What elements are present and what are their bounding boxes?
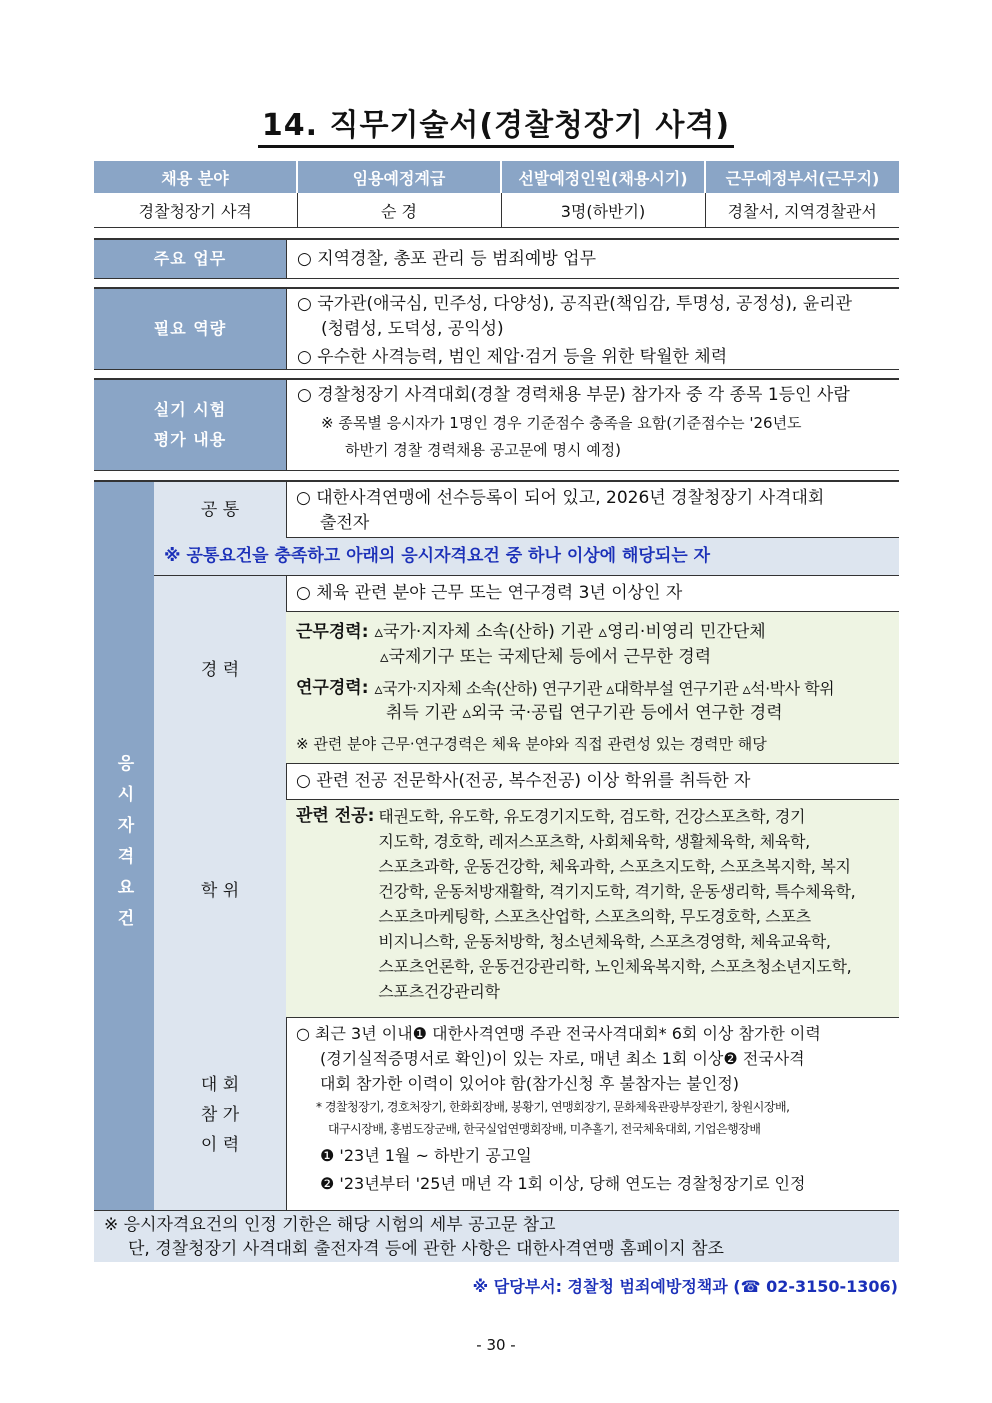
contest-line3: 대회 참가한 이력이 있어야 함(참가신청 후 불참자는 불인정) [320, 1074, 740, 1093]
practical-line1: ○ 경찰청장기 사격대회(경찰 경력채용 부문) 참가자 중 각 종목 1등인 사람 [297, 385, 850, 405]
value-rank: 순 경 [297, 193, 501, 228]
major-line: 스포츠언론학, 운동건강관리학, 노인체육복지학, 스포츠청소년지도학, [378, 957, 852, 976]
major-head: 관련 전공: [296, 806, 375, 826]
career-note: ※ 관련 분야 근무·연구경력은 체육 분야와 직접 관련성 있는 경력만 해당 [296, 735, 767, 753]
contact-info: ※ 담당부서: 경찰청 범죄예방정책과 (☎ 02-3150-1306) [472, 1277, 898, 1296]
research-head: 연구경력: [296, 678, 369, 698]
footnote-line1: ※ 응시자격요건의 인정 기한은 해당 시험의 세부 공고문 참고 [104, 1215, 556, 1235]
contest-label-1: 대 회 [200, 1075, 240, 1095]
page-number: - 30 - [476, 1336, 516, 1354]
summary-table [94, 161, 899, 228]
practical-note1: ※ 종목별 응시자가 1명인 경우 기준점수 충족을 요함(기준점수는 '26년도 [321, 414, 802, 432]
competency-line1b: (청렴성, 도덕성, 공익성) [321, 319, 504, 339]
competency-line1: ○ 국가관(애국심, 민주성, 다양성), 공직관(책임감, 투명성, 공정성), 윤리관 [297, 294, 853, 314]
major-line: 태권도학, 유도학, 유도경기지도학, 검도학, 건강스포츠학, 경기 [378, 807, 806, 826]
major-line: 지도학, 경호학, 레저스포츠학, 사회체육학, 생활체육학, 체육학, [378, 832, 810, 851]
value-field: 경찰청장기 사격 [94, 193, 297, 228]
common-label: 공 통 [154, 482, 287, 539]
contest-note1: * 경찰청장기, 경호처장기, 한화회장배, 봉황기, 연맹회장기, 문화체육관광부장관기, 창원시장배, [316, 1100, 790, 1114]
major-line: 스포츠과학, 운동건강학, 체육과학, 스포츠지도학, 스포츠복지학, 복지 [378, 857, 851, 876]
competency-label: 필요 역량 [94, 289, 286, 369]
work-line1: ▵국가·지자체 소속(산하) 기관 ▵영리·비영리 민간단체 [374, 622, 766, 642]
duty-text: ○ 지역경찰, 총포 관리 등 범죄예방 업무 [286, 240, 899, 278]
career-label: 경 력 [154, 576, 287, 765]
duty-section [94, 238, 899, 279]
requirement-banner: ※ 공통요건을 충족하고 아래의 응시자격요건 중 하나 이상에 해당되는 자 [154, 538, 899, 576]
degree-label: 학 위 [154, 764, 287, 1019]
practical-note2: 하반기 경찰 경력채용 공고문에 명시 예정) [345, 441, 622, 459]
contest-label-2: 참 가 [200, 1105, 240, 1125]
competency-line2: ○ 우수한 사격능력, 범인 제압·검거 등을 위한 탁월한 체력 [297, 347, 728, 367]
major-line: 비지니스학, 운동처방학, 청소년체육학, 스포츠경영학, 체육교육학, [378, 932, 831, 951]
header-dept: 근무예정부서(근무지) [705, 161, 899, 193]
major-line: 스포츠건강관리학 [378, 982, 500, 1001]
contest-point2: ❷ '23년부터 '25년 매년 각 1회 이상, 당해 연도는 경찰청장기로 인정 [320, 1174, 806, 1193]
common-line1: ○ 대한사격연맹에 선수등록이 되어 있고, 2026년 경찰청장기 사격대회 [296, 488, 825, 508]
footnote [94, 1210, 899, 1262]
contest-label [154, 1018, 287, 1212]
practical-label-1: 실기 시험 [153, 400, 227, 419]
footnote-line2: 단, 경찰청장기 사격대회 출전자격 등에 관한 사항은 대한사격연맹 홈페이지 참조 [128, 1239, 724, 1259]
qualification-section [94, 480, 899, 1210]
major-line: 스포츠마케팅학, 스포츠산업학, 스포츠의학, 무도경호학, 스포츠 [378, 907, 811, 926]
contest-line1: ○ 최근 3년 이내❶ 대한사격연맹 주관 전국사격대회* 6회 이상 참가한 이력 [296, 1024, 821, 1043]
common-line2: 출전자 [320, 513, 370, 533]
practical-section [94, 378, 899, 471]
header-count: 선발예정인원(채용시기) [501, 161, 705, 193]
research-line2: 취득 기관 ▵외국 국·공립 연구기관 등에서 연구한 경력 [386, 703, 783, 723]
practical-label-2: 평가 내용 [153, 430, 227, 449]
career-main: ○ 체육 관련 분야 근무 또는 연구경력 3년 이상인 자 [286, 576, 899, 612]
research-line1: ▵국가·지자체 소속(산하) 연구기관 ▵대학부설 연구기관 ▵석·박사 학위 [374, 679, 835, 698]
contest-point1: ❶ '23년 1월 ~ 하반기 공고일 [320, 1146, 532, 1165]
work-head: 근무경력: [296, 622, 369, 642]
major-line: 건강학, 운동처방재활학, 격기지도학, 격기학, 운동생리학, 특수체육학, [378, 882, 856, 901]
value-dept: 경찰서, 지역경찰관서 [705, 193, 899, 228]
duty-label: 주요 업무 [94, 240, 286, 278]
header-field: 채용 분야 [94, 161, 297, 193]
work-line2: ▵국제기구 또는 국제단체 등에서 근무한 경력 [380, 647, 712, 667]
page-title: 14. 직무기술서(경찰청장기 사격) [0, 100, 992, 144]
contest-line2: (경기실적증명서로 확인)이 있는 자로, 매년 최소 1회 이상❷ 전국사격 [320, 1049, 805, 1068]
major-list [374, 804, 855, 1017]
competency-section [94, 287, 899, 370]
qualification-label: 응시자격요건 [94, 482, 154, 1212]
degree-main: ○ 관련 전공 전문학사(전공, 복수전공) 이상 학위를 취득한 자 [286, 764, 899, 800]
value-count: 3명(하반기) [501, 193, 705, 228]
contest-note2: 대구시장배, 홍범도장군배, 한국실업연맹회장배, 미추홀기, 전국체육대회, 기업은행장배 [328, 1122, 761, 1136]
header-rank: 임용예정계급 [297, 161, 501, 193]
contest-label-3: 이 력 [200, 1135, 240, 1155]
